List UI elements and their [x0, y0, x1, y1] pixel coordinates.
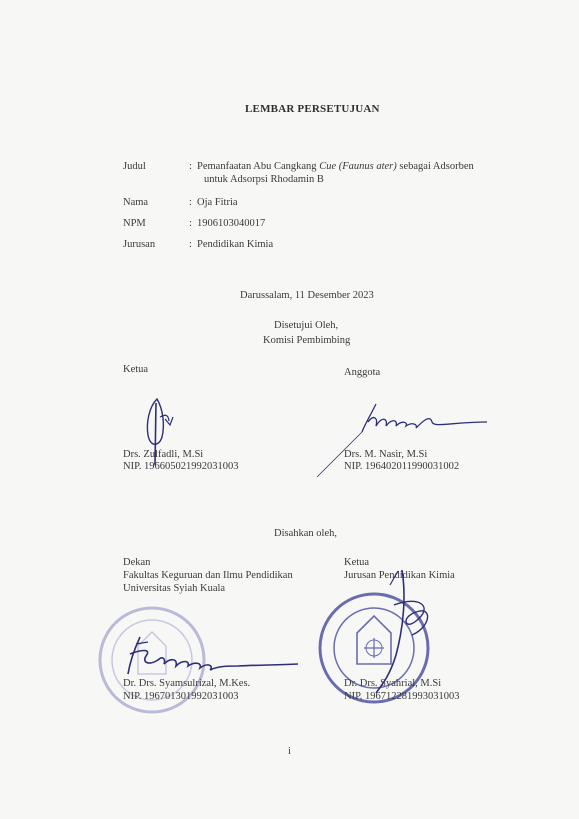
field-label: NPM — [123, 218, 146, 229]
signature-dekan-icon — [118, 632, 303, 682]
field-colon: : — [189, 197, 192, 208]
field-value: untuk Adsorpsi Rhodamin B — [204, 174, 324, 185]
kajur-name: Dr. Drs. Syahrial, M.Si — [344, 678, 442, 689]
field-label: Jurusan — [123, 239, 156, 250]
dekan-line1: Fakultas Keguruan dan Ilmu Pendidikan — [123, 570, 293, 581]
field-value: Pendidikan Kimia — [197, 239, 274, 250]
field-colon: : — [189, 218, 192, 229]
dekan-role: Dekan — [123, 557, 151, 568]
page-number: i — [288, 746, 291, 757]
ratified-by: Disahkan oleh, — [274, 528, 337, 539]
dekan-name: Dr. Drs. Syamsulrizal, M.Kes. — [123, 678, 251, 689]
kajur-line1: Jurusan Pendidikan Kimia — [344, 570, 455, 581]
ketua-label: Ketua — [123, 364, 149, 375]
page-title: LEMBAR PERSETUJUAN — [245, 103, 380, 115]
field-label: Nama — [123, 197, 149, 208]
advisor1-name: Drs. Zulfadli, M.Si — [123, 449, 204, 460]
field-value — [197, 160, 474, 173]
field-value: Oja Fitria — [197, 197, 238, 208]
place-date: Darussalam, 11 Desember 2023 — [240, 290, 374, 301]
judul-text-italic: Cue (Faunus ater) — [319, 161, 397, 172]
field-colon: : — [189, 239, 192, 250]
field-value: 1906103040017 — [197, 218, 266, 229]
approved-by: Disetujui Oleh, — [274, 320, 339, 331]
committee-label: Komisi Pembimbing — [263, 335, 351, 346]
kajur-role: Ketua — [344, 557, 370, 568]
field-label: Judul — [123, 161, 146, 172]
anggota-label: Anggota — [344, 367, 381, 378]
advisor2-nip: NIP. 196402011990031002 — [344, 461, 460, 472]
judul-text-a: Pemanfaatan Abu Cangkang — [197, 161, 320, 172]
field-colon: : — [189, 161, 192, 172]
advisor1-nip: NIP. 196605021992031003 — [123, 461, 239, 472]
advisor2-name: Drs. M. Nasir, M.Si — [344, 449, 428, 460]
judul-text-b: sebagai Adsorben — [396, 161, 474, 172]
dekan-nip: NIP. 196701301992031003 — [123, 691, 239, 702]
dekan-line2: Universitas Syiah Kuala — [123, 583, 226, 594]
kajur-nip: NIP. 196712281993031003 — [344, 691, 460, 702]
